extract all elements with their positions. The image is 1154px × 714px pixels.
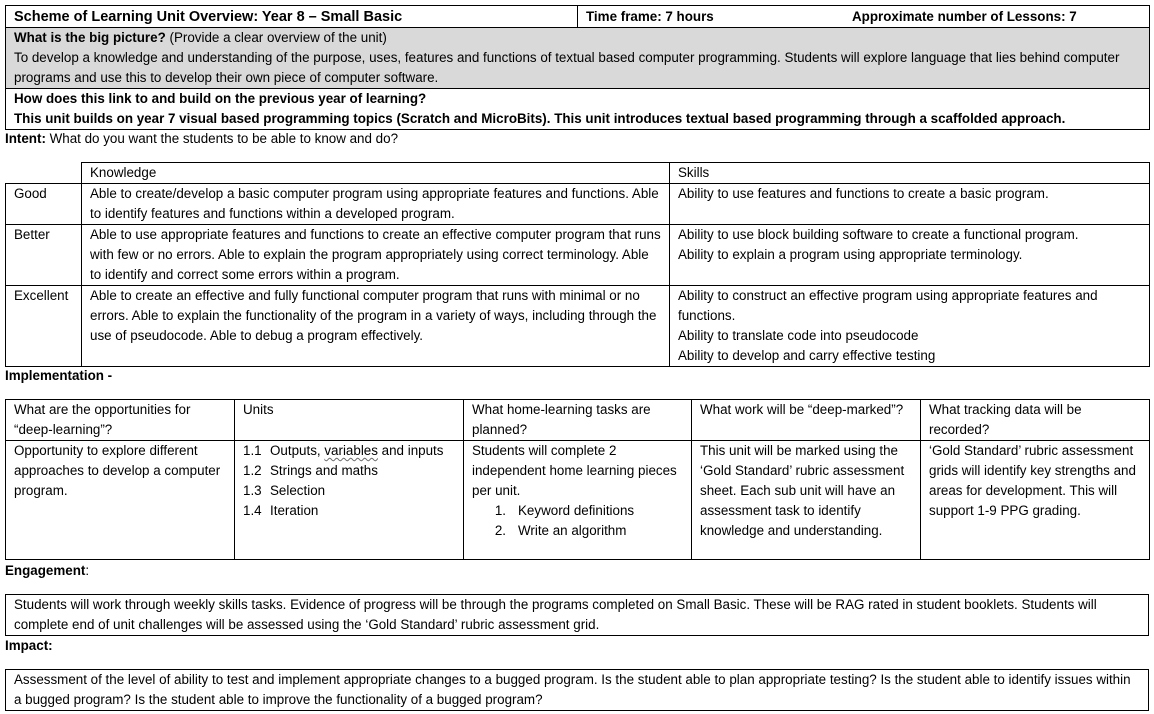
intent-row-excellent [6, 286, 1150, 367]
link-section [6, 89, 1150, 130]
engagement-text: Students will work through weekly skills tasks. Evidence of progress will be through the programs completed on Small Basic. These will be RAG rated in student booklets. Students will complete end of unit challenges will be assessed using the ‘Gold Standard’ rubric assessment grid. [6, 595, 1149, 636]
engagement-label: Engagement [5, 563, 86, 578]
home-learning-cell [464, 441, 692, 560]
deep-learning-header: What are the opportunities for “deep-learning”? [6, 400, 235, 441]
knowledge-header: Knowledge [82, 163, 670, 184]
intent-heading [5, 129, 398, 149]
tracking-header: What tracking data will be recorded? [921, 400, 1150, 441]
home-learning-intro: Students will complete 2 independent home learning pieces per unit. [472, 443, 677, 498]
impact-text: Assessment of the level of ability to test and implement appropriate changes to a bugged program. Is the student able to plan appropriate testing? Is the student able to identify issues within a bugged program? Is the student able to improve the functionality of a bugged program? [6, 670, 1149, 711]
skill-line: Ability to translate code into pseudocode [678, 328, 919, 343]
big-picture-heading: What is the big picture? [14, 30, 166, 45]
intent-table [5, 162, 1150, 367]
units-header: Units [235, 400, 464, 441]
unit-item: 1.2 Strings and maths [243, 463, 378, 478]
unit-title: Scheme of Learning Unit Overview: Year 8 – Small Basic [6, 6, 578, 28]
skills-cell [670, 184, 1150, 225]
intent-question: What do you want the students to be able to know and do? [45, 131, 399, 146]
home-learning-item: 2. Write an algorithm [494, 523, 627, 538]
implementation-header-row [6, 400, 1150, 441]
skill-line: Ability to develop and carry effective testing [678, 348, 936, 363]
home-learning-header: What home-learning tasks are planned? [464, 400, 692, 441]
implementation-table [5, 399, 1150, 560]
big-picture-hint: (Provide a clear overview of the unit) [165, 30, 387, 45]
timeframe-cell [578, 6, 1150, 28]
level-label: Better [6, 225, 82, 286]
link-text: This unit builds on year 7 visual based programming topics (Scratch and MicroBits). This unit introduces textual based programming through a scaffolded approach. [14, 111, 1066, 126]
skills-cell [670, 225, 1150, 286]
knowledge-cell: Able to create/develop a basic computer program using appropriate features and functions. Able to identify features and functions within a developed program. [82, 184, 670, 225]
deep-learning-cell: Opportunity to explore different approaches to develop a computer program. [6, 441, 235, 560]
timeframe: Time frame: 7 hours [586, 9, 714, 24]
intent-label: Intent: [5, 131, 46, 146]
engagement-heading: Engagement: [5, 563, 90, 578]
impact-table [5, 669, 1149, 711]
impact-heading: Impact: [5, 638, 53, 653]
unit-item: 1.3 Selection [243, 483, 326, 498]
deep-marked-header: What work will be “deep-marked”? [692, 400, 921, 441]
skill-line: Ability to use block building software to create a functional program. [678, 227, 1079, 242]
skills-cell [670, 286, 1150, 367]
implementation-content-row [6, 441, 1150, 560]
link-heading: How does this link to and build on the previous year of learning? [14, 91, 427, 106]
deep-marked-cell: This unit will be marked using the ‘Gold Standard’ rubric assessment sheet. Each sub unit will have an assessment task to identify knowledge and understanding. [692, 441, 921, 560]
overview-table [5, 5, 1150, 130]
unit-item: 1.1 Outputs, variables and inputs [243, 443, 444, 458]
engagement-table [5, 594, 1149, 636]
knowledge-cell: Able to use appropriate features and functions to create an effective computer program that runs with few or no errors. Able to explain the program appropriately using correct terminology. Able to identify and correct some errors within a program. [82, 225, 670, 286]
unit-item: 1.4 Iteration [243, 503, 319, 518]
tracking-cell: ‘Gold Standard’ rubric assessment grids will identify key strengths and areas for development. This will support 1-9 PPG grading. [921, 441, 1150, 560]
home-learning-item: 1. Keyword definitions [494, 503, 635, 518]
skill-line: Ability to construct an effective program using appropriate features and functions. [678, 288, 1098, 323]
skill-line: Ability to use features and functions to create a basic program. [678, 186, 1049, 201]
knowledge-cell: Able to create an effective and fully functional computer program that runs with minimal or no errors. Able to explain the functionality of the program in a variety of ways, including through the use of pseudocode. Able to debug a program effectively. [82, 286, 670, 367]
big-picture-section [6, 28, 1150, 89]
big-picture-text: To develop a knowledge and understanding of the purpose, uses, features and functions of textual based computer programming. Students will explore language that lies behind computer programs and use this to develop their own piece of computer software. [14, 50, 1120, 85]
intent-row-better [6, 225, 1150, 286]
skill-line: Ability to explain a program using appropriate terminology. [678, 247, 1023, 262]
skills-header: Skills [670, 163, 1150, 184]
intent-row-good [6, 184, 1150, 225]
level-label: Good [6, 184, 82, 225]
implementation-heading: Implementation - [5, 368, 113, 383]
units-cell [235, 441, 464, 560]
level-label: Excellent [6, 286, 82, 367]
lessons-count: Approximate number of Lessons: 7 [852, 9, 1077, 24]
